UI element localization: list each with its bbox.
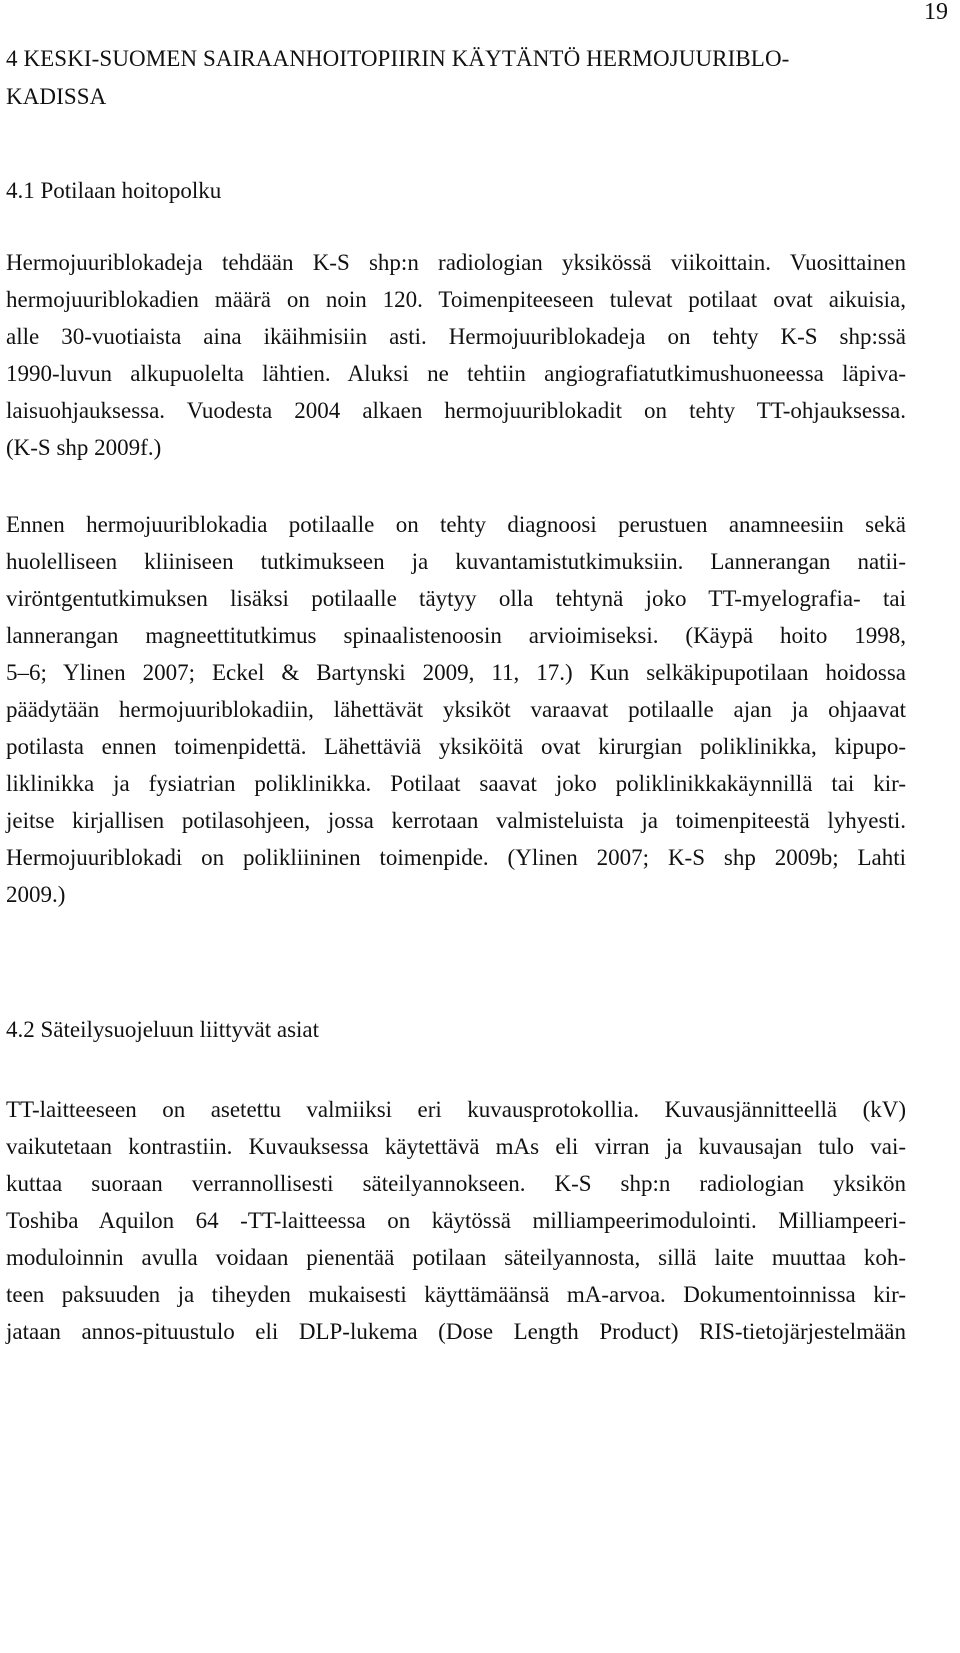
text-line: huolelliseen kliiniseen tutkimukseen ja kuvantamistutkimuksiin. Lannerangan natii- <box>6 549 906 574</box>
text-line: vaikutetaan kontrastiin. Kuvauksessa käytettävä mAs eli virran ja kuvausajan tulo vai- <box>6 1134 906 1159</box>
chapter-title <box>6 40 906 116</box>
text-line: 5–6; Ylinen 2007; Eckel & Bartynski 2009, 11, 17.) Kun selkäkipupotilaan hoidossa <box>6 660 906 685</box>
text-line: teen paksuuden ja tiheyden mukaisesti käyttämäänsä mA-arvoa. Dokumentoinnissa kir- <box>6 1282 906 1307</box>
chapter-title-line: KADISSA <box>6 84 107 109</box>
text-line: viröntgentutkimuksen lisäksi potilaalle täytyy olla tehtynä joko TT-myelografia- tai <box>6 586 906 611</box>
paragraph <box>6 506 906 913</box>
section-sateilysuojelu <box>6 1015 906 1350</box>
text-line: lannerangan magneettitutkimus spinaalistenoosin arvioimiseksi. (Käypä hoito 1998, <box>6 623 906 648</box>
text-line: 2009.) <box>6 882 66 907</box>
section-potilaan-hoitopolku <box>6 176 906 913</box>
text-line: Hermojuuriblokadeja tehdään K-S shp:n radiologian yksikössä viikoittain. Vuosittainen <box>6 250 906 275</box>
text-line: moduloinnin avulla voidaan pienentää potilaan säteilyannosta, sillä laite muuttaa koh- <box>6 1245 906 1270</box>
text-line: jataan annos-pituustulo eli DLP-lukema (Dose Length Product) RIS-tietojärjestelmään <box>6 1319 906 1344</box>
paragraph <box>6 1091 906 1350</box>
text-line: 1990-luvun alkupuolelta lähtien. Aluksi ne tehtiin angiografiatutkimushuoneessa läpiva- <box>6 361 906 386</box>
page-number: 19 <box>924 0 948 25</box>
text-line: potilasta ennen toimenpidettä. Lähettäviä yksiköitä ovat kirurgian poliklinikka, kipupo- <box>6 734 906 759</box>
paragraph <box>6 244 906 466</box>
text-line: kuttaa suoraan verrannollisesti säteilyannokseen. K-S shp:n radiologian yksikön <box>6 1171 906 1196</box>
text-line: Toshiba Aquilon 64 -TT-laitteessa on käytössä milliampeerimodulointi. Milliampeeri- <box>6 1208 906 1233</box>
chapter-title-line: 4 KESKI-SUOMEN SAIRAANHOITOPIIRIN KÄYTÄNTÖ HERMOJUURIBLO- <box>6 46 790 71</box>
text-line: liklinikka ja fysiatrian poliklinikka. Potilaat saavat joko poliklinikkakäynnillä tai kir- <box>6 771 906 796</box>
text-line: (K-S shp 2009f.) <box>6 435 162 460</box>
text-line: hermojuuriblokadien määrä on noin 120. Toimenpiteeseen tulevat potilaat ovat aikuisia, <box>6 287 906 312</box>
text-line: Ennen hermojuuriblokadia potilaalle on tehty diagnoosi perustuen anamneesiin sekä <box>6 512 906 537</box>
text-line: TT-laitteeseen on asetettu valmiiksi eri kuvausprotokollia. Kuvausjännitteellä (kV) <box>6 1097 906 1122</box>
text-line: Hermojuuriblokadi on polikliininen toimenpide. (Ylinen 2007; K-S shp 2009b; Lahti <box>6 845 906 870</box>
text-line: päädytään hermojuuriblokadiin, lähettävät yksiköt varaavat potilaalle ajan ja ohjaavat <box>6 697 906 722</box>
text-line: alle 30-vuotiaista aina ikäihmisiin asti. Hermojuuriblokadeja on tehty K-S shp:ssä <box>6 324 906 349</box>
section-title: 4.1 Potilaan hoitopolku <box>6 178 222 203</box>
section-title: 4.2 Säteilysuojeluun liittyvät asiat <box>6 1017 320 1042</box>
page-content <box>6 40 906 1350</box>
text-line: jeitse kirjallisen potilasohjeen, jossa kerrotaan valmisteluista ja toimenpiteestä lyhyesti. <box>6 808 906 833</box>
text-line: laisuohjauksessa. Vuodesta 2004 alkaen hermojuuriblokadit on tehty TT-ohjauksessa. <box>6 398 906 423</box>
